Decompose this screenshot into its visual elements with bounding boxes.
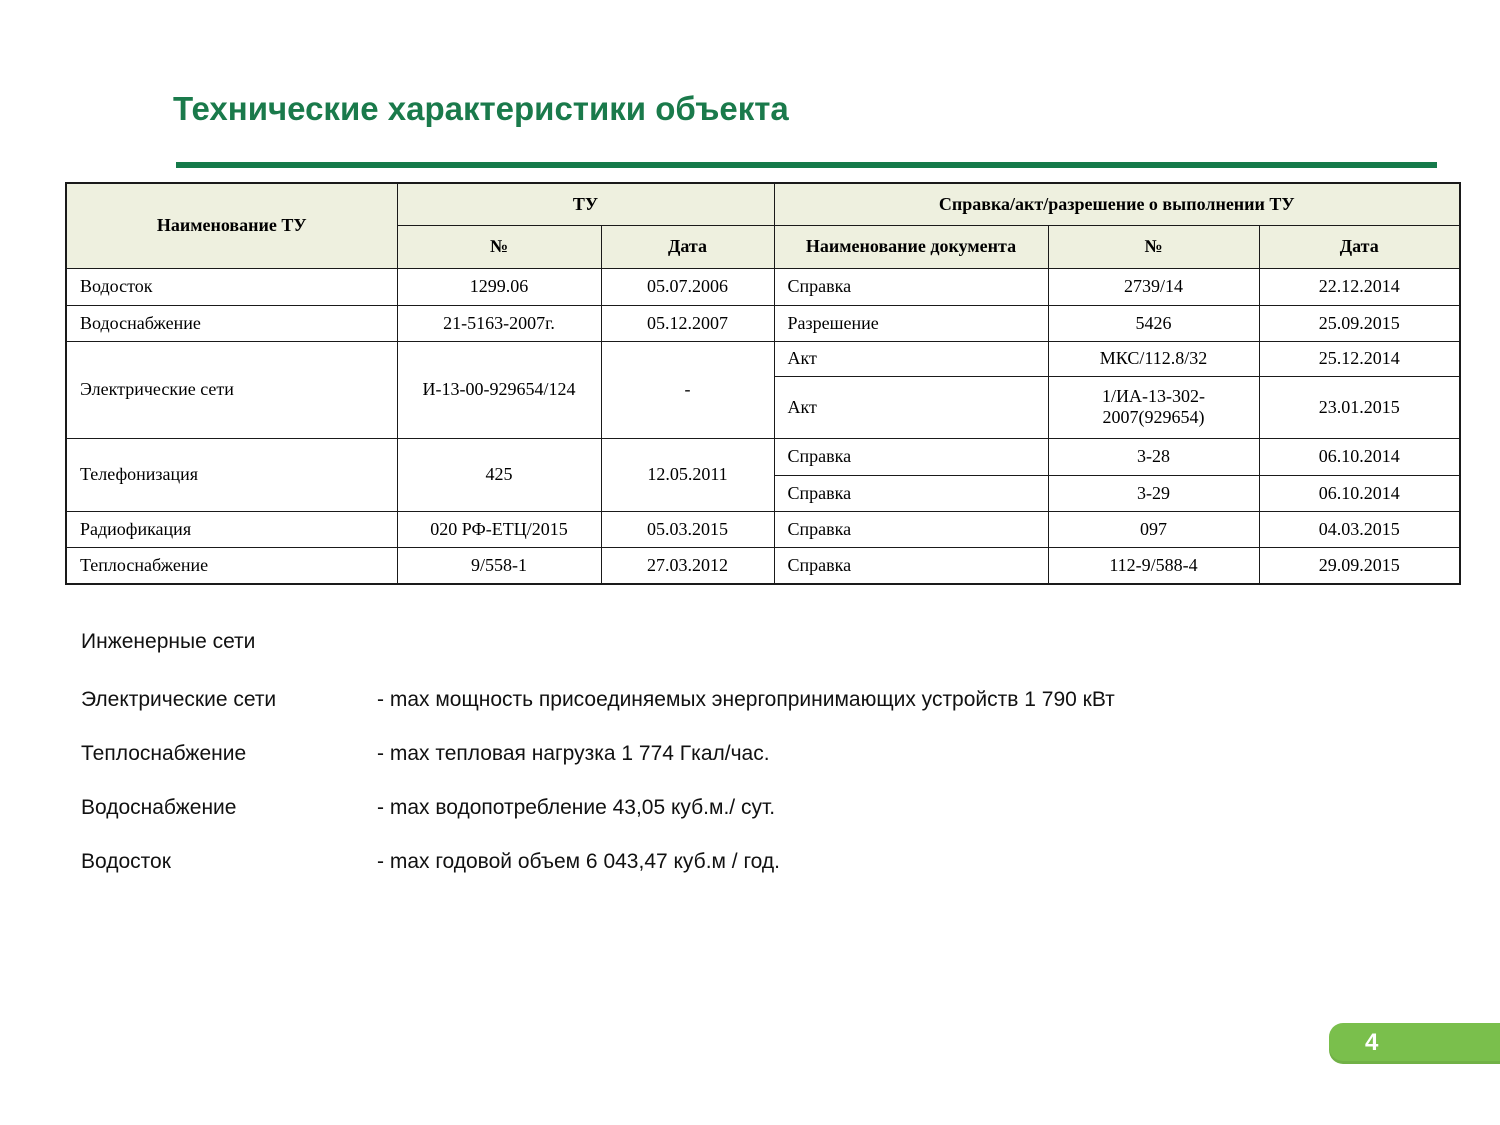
cell-name: Водосток [66, 268, 397, 305]
cell-doc-date: 29.09.2015 [1259, 547, 1460, 584]
header-tu-date: Дата [601, 225, 774, 268]
note-item [81, 688, 1421, 712]
cell-doc-name: Справка [774, 438, 1048, 475]
cell-doc-number: 097 [1048, 511, 1259, 547]
cell-doc-number: 112-9/588-4 [1048, 547, 1259, 584]
header-group-doc: Справка/акт/разрешение о выполнении ТУ [774, 183, 1460, 225]
cell-doc-date: 06.10.2014 [1259, 475, 1460, 511]
cell-doc-name: Справка [774, 511, 1048, 547]
technical-specs-table [65, 182, 1461, 585]
cell-doc-number: 3-28 [1048, 438, 1259, 475]
cell-tu-number: 9/558-1 [397, 547, 601, 584]
cell-tu-number: 1299.06 [397, 268, 601, 305]
cell-doc-number: МКС/112.8/32 [1048, 341, 1259, 376]
note-label: Электрические сети [81, 688, 277, 711]
note-item [81, 742, 1421, 766]
cell-doc-number: 2739/14 [1048, 268, 1259, 305]
cell-doc-name: Разрешение [774, 305, 1048, 341]
cell-tu-number: 425 [397, 438, 601, 511]
cell-tu-date: 27.03.2012 [601, 547, 774, 584]
note-text: - max тепловая нагрузка 1 774 Гкал/час. [377, 742, 770, 765]
cell-doc-date: 22.12.2014 [1259, 268, 1460, 305]
title-underline-rule [176, 162, 1437, 168]
cell-doc-number: 5426 [1048, 305, 1259, 341]
header-doc-name: Наименование документа [774, 225, 1048, 268]
table-row [66, 305, 1460, 341]
table-row [66, 341, 1460, 376]
note-text: - max водопотребление 43,05 куб.м./ сут. [377, 796, 776, 819]
page-title: Технические характеристики объекта [173, 90, 789, 127]
page-number-badge [1329, 1023, 1500, 1064]
table-row [66, 268, 1460, 305]
cell-name: Телефонизация [66, 438, 397, 511]
cell-tu-date: 05.03.2015 [601, 511, 774, 547]
header-doc-number: № [1048, 225, 1259, 268]
cell-doc-name: Справка [774, 475, 1048, 511]
note-item [81, 850, 1421, 874]
cell-doc-date: 04.03.2015 [1259, 511, 1460, 547]
cell-name: Электрические сети [66, 341, 397, 438]
note-label: Водоснабжение [81, 796, 237, 819]
header-tu-number: № [397, 225, 601, 268]
cell-doc-name: Акт [774, 341, 1048, 376]
cell-doc-date: 06.10.2014 [1259, 438, 1460, 475]
note-text: - max мощность присоединяемых энергопринимающих устройств 1 790 кВт [377, 688, 1115, 711]
cell-tu-date: - [601, 341, 774, 438]
note-label: Водосток [81, 850, 171, 873]
note-label: Теплоснабжение [81, 742, 247, 765]
page-number: 4 [1365, 1029, 1379, 1056]
cell-tu-date: 12.05.2011 [601, 438, 774, 511]
cell-tu-date: 05.07.2006 [601, 268, 774, 305]
cell-name: Водоснабжение [66, 305, 397, 341]
header-name-tu: Наименование ТУ [66, 183, 397, 268]
cell-doc-name: Справка [774, 268, 1048, 305]
notes-heading: Инженерные сети [81, 630, 256, 653]
cell-tu-number: 020 РФ-ЕТЦ/2015 [397, 511, 601, 547]
cell-name: Теплоснабжение [66, 547, 397, 584]
cell-doc-number: 3-29 [1048, 475, 1259, 511]
cell-doc-number: 1/ИА-13-302-2007(929654) [1048, 376, 1259, 438]
cell-doc-name: Акт [774, 376, 1048, 438]
note-item [81, 796, 1421, 820]
table-row [66, 438, 1460, 475]
cell-name: Радиофикация [66, 511, 397, 547]
cell-doc-date: 23.01.2015 [1259, 376, 1460, 438]
cell-tu-date: 05.12.2007 [601, 305, 774, 341]
header-group-tu: ТУ [397, 183, 774, 225]
cell-tu-number: И-13-00-929654/124 [397, 341, 601, 438]
table-row [66, 547, 1460, 584]
cell-tu-number: 21-5163-2007г. [397, 305, 601, 341]
table-row [66, 511, 1460, 547]
cell-doc-name: Справка [774, 547, 1048, 584]
header-doc-date: Дата [1259, 225, 1460, 268]
cell-doc-date: 25.09.2015 [1259, 305, 1460, 341]
cell-doc-date: 25.12.2014 [1259, 341, 1460, 376]
engineering-notes [81, 630, 1421, 904]
note-text: - max годовой объем 6 043,47 куб.м / год. [377, 850, 780, 873]
